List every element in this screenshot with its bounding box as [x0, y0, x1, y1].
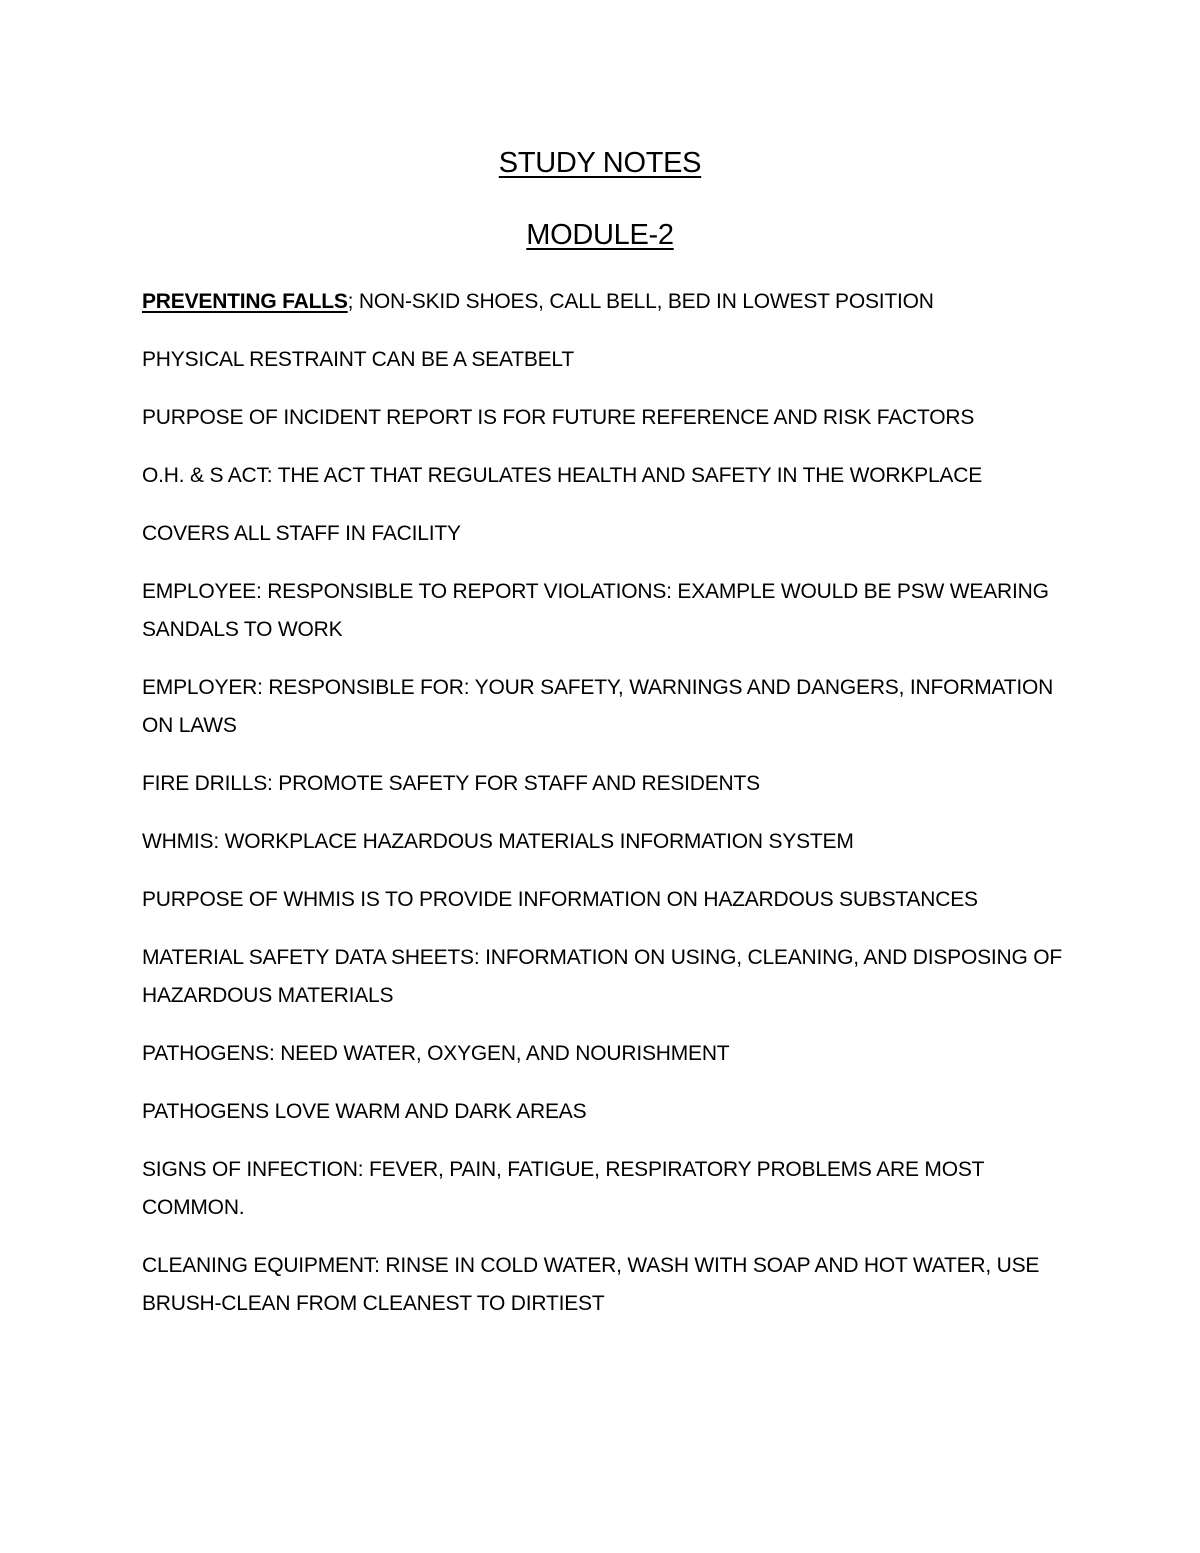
- note-text: SIGNS OF INFECTION: FEVER, PAIN, FATIGUE, RESPIRATORY PROBLEMS ARE MOST COMMON.: [142, 1158, 984, 1219]
- module-heading: MODULE-2: [526, 219, 674, 251]
- note-text: MATERIAL SAFETY DATA SHEETS: INFORMATION ON USING, CLEANING, AND DISPOSING OF HAZARDOUS MATERIALS: [142, 946, 1063, 1007]
- note-item: [142, 399, 1082, 437]
- note-text: FIRE DRILLS: PROMOTE SAFETY FOR STAFF AND RESIDENTS: [142, 772, 760, 795]
- note-text: WHMIS: WORKPLACE HAZARDOUS MATERIALS INFORMATION SYSTEM: [142, 830, 854, 853]
- page-title: STUDY NOTES: [498, 147, 702, 179]
- note-text: EMPLOYER: RESPONSIBLE FOR: YOUR SAFETY, WARNINGS AND DANGERS, INFORMATION ON LAWS: [142, 676, 1054, 737]
- note-item: [142, 823, 1082, 861]
- note-item: [142, 939, 1082, 1015]
- note-item: [142, 1151, 1082, 1227]
- note-text: EMPLOYEE: RESPONSIBLE TO REPORT VIOLATIONS: EXAMPLE WOULD BE PSW WEARING SANDALS TO WORK: [142, 580, 1049, 641]
- note-item: [142, 341, 1082, 379]
- note-text: CLEANING EQUIPMENT: RINSE IN COLD WATER, WASH WITH SOAP AND HOT WATER, USE BRUSH-CLEAN FROM CLEANEST TO DIRTIEST: [142, 1254, 1040, 1315]
- note-item: [142, 1247, 1082, 1323]
- note-text: PURPOSE OF INCIDENT REPORT IS FOR FUTURE REFERENCE AND RISK FACTORS: [142, 406, 975, 429]
- note-text: COVERS ALL STAFF IN FACILITY: [142, 522, 461, 545]
- note-item: [142, 515, 1082, 553]
- note-item: [142, 881, 1082, 919]
- note-lead: PREVENTING FALLS: [142, 290, 348, 313]
- note-item: [142, 1093, 1082, 1131]
- note-text: ; NON-SKID SHOES, CALL BELL, BED IN LOWEST POSITION: [347, 290, 934, 313]
- note-item: [142, 457, 1082, 495]
- note-item: [142, 669, 1082, 745]
- note-item: [142, 573, 1082, 649]
- note-text: PHYSICAL RESTRAINT CAN BE A SEATBELT: [142, 348, 574, 371]
- note-item: [142, 765, 1082, 803]
- note-text: PURPOSE OF WHMIS IS TO PROVIDE INFORMATION ON HAZARDOUS SUBSTANCES: [142, 888, 978, 911]
- note-text: PATHOGENS: NEED WATER, OXYGEN, AND NOURISHMENT: [142, 1042, 730, 1065]
- note-item: [142, 1035, 1082, 1073]
- note-item: [142, 283, 1082, 321]
- note-text: PATHOGENS LOVE WARM AND DARK AREAS: [142, 1100, 587, 1123]
- notes-list: [142, 283, 1082, 1343]
- note-text: O.H. & S ACT: THE ACT THAT REGULATES HEALTH AND SAFETY IN THE WORKPLACE: [142, 464, 983, 487]
